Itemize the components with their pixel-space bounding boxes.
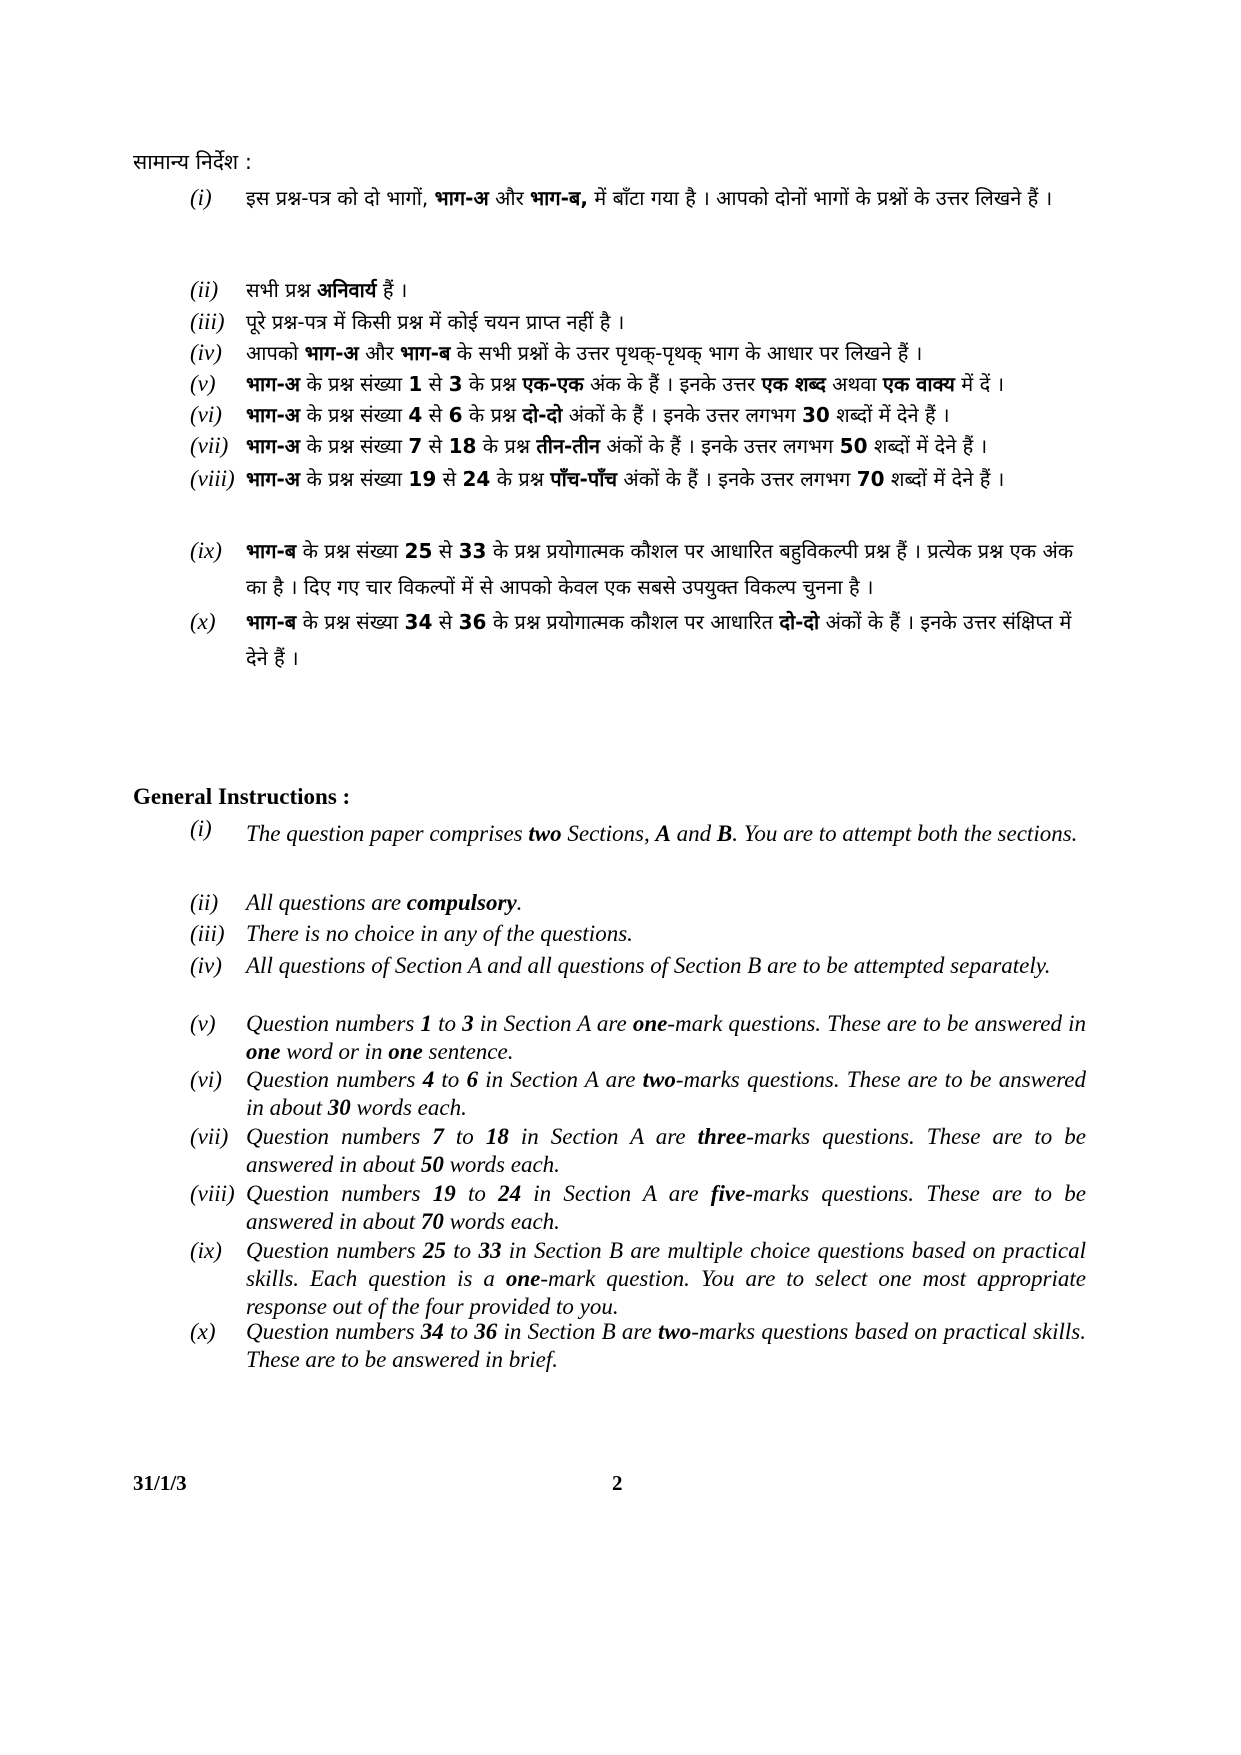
instruction-number: (ix): [190, 538, 222, 563]
text-run: के प्रश्न: [490, 467, 551, 491]
emphasis-text: एक वाक्य: [882, 372, 955, 396]
text-run: The question paper comprises: [246, 821, 529, 846]
instruction-text: [246, 272, 1086, 308]
emphasis-text: one: [246, 1039, 281, 1064]
text-run: words each.: [350, 1095, 467, 1120]
text-run: to: [443, 1319, 475, 1344]
text-run: Question numbers: [246, 1181, 433, 1206]
emphasis-text: 70: [856, 467, 885, 491]
emphasis-text: one: [388, 1039, 423, 1064]
emphasis-text: 36: [458, 610, 487, 634]
emphasis-text: भाग-अ: [246, 467, 301, 491]
instruction-text: [246, 428, 1086, 464]
instruction-number: (x): [190, 609, 216, 634]
text-run: अथवा: [825, 372, 883, 396]
text-run: in Section B are multiple choice questions based on practical skills. Each question is a: [246, 1238, 1086, 1291]
text-run: in Section A are: [521, 1181, 711, 1206]
text-run: in Section A are: [478, 1067, 643, 1092]
text-run: अंकों के हैं । इनके उत्तर लगभग: [600, 434, 840, 458]
emphasis-text: one: [632, 1011, 668, 1036]
text-run: के प्रश्न संख्या: [300, 467, 409, 491]
text-run: Sections,: [561, 821, 656, 846]
instruction-number: (iii): [190, 309, 225, 334]
emphasis-text: 70: [420, 1209, 444, 1234]
english-instructions-heading: General Instructions :: [133, 784, 351, 809]
text-run: Question numbers: [246, 1067, 423, 1092]
text-run: -marks questions based on practical skills. These are to be answered in brief.: [246, 1319, 1086, 1372]
text-run: . You are to attempt both the sections.: [732, 821, 1078, 846]
instruction-number: (ii): [190, 890, 219, 915]
instruction-text: [246, 1123, 1086, 1179]
text-run: to: [455, 1181, 499, 1206]
instruction-number: (vii): [190, 433, 229, 458]
emphasis-text: 19: [432, 1181, 456, 1206]
instruction-number: (vii): [190, 1124, 229, 1149]
emphasis-text: भाग-अ: [434, 186, 489, 210]
text-run: के प्रश्न प्रयोगात्मक कौशल पर आधारित: [486, 610, 780, 634]
text-run: in Section A are: [508, 1124, 698, 1149]
text-run: के प्रश्न: [476, 434, 537, 458]
instruction-number: (iv): [190, 953, 222, 978]
text-run: पूरे प्रश्न-पत्र में किसी प्रश्न में कोई चयन प्राप्त नहीं है ।: [246, 310, 625, 334]
text-run: to: [443, 1124, 486, 1149]
instruction-number: (vi): [190, 402, 222, 427]
text-run: -mark question. You are to select one most appropriate response out of the four provided to you.: [246, 1266, 1086, 1319]
text-run: के प्रश्न: [462, 372, 523, 396]
emphasis-text: two: [642, 1067, 676, 1092]
text-run: से: [436, 467, 463, 491]
emphasis-text: 34: [404, 610, 433, 634]
text-run: All questions are: [246, 890, 407, 915]
text-run: में बाँटा गया है । आपको दोनों भागों के प्रश्नों के उत्तर लिखने हैं ।: [587, 186, 1053, 210]
emphasis-text: अनिवार्य: [317, 278, 377, 302]
text-run: के प्रश्न संख्या: [300, 372, 409, 396]
text-run: -marks questions. These are to be answered in about: [246, 1067, 1086, 1120]
emphasis-text: 25: [422, 1238, 446, 1263]
instruction-number: (i): [190, 816, 212, 841]
text-run: अंकों के हैं । इनके उत्तर लगभग: [617, 467, 857, 491]
text-run: अंकों के हैं । इनके उत्तर लगभग: [562, 403, 802, 427]
text-run: Question numbers: [246, 1011, 421, 1036]
text-run: के प्रश्न संख्या: [296, 539, 405, 563]
emphasis-text: 18: [485, 1124, 509, 1149]
emphasis-text: A: [655, 821, 671, 846]
text-run: के प्रश्न प्रयोगात्मक कौशल पर आधारित बहुविकल्पी प्रश्न हैं । प्रत्येक प्रश्न एक अंक का है । दिए गए चार विकल्पों में से आपको केवल एक सबसे उपयुक्त विकल्प चुनना है ।: [246, 539, 1074, 599]
emphasis-text: 30: [801, 403, 830, 427]
text-run: to: [445, 1238, 479, 1263]
text-run: words each.: [443, 1152, 560, 1177]
instruction-text: [246, 1318, 1086, 1374]
emphasis-text: 4: [408, 403, 423, 427]
emphasis-text: तीन-तीन: [536, 434, 601, 458]
instruction-number: (viii): [190, 466, 235, 491]
emphasis-text: 1: [408, 372, 423, 396]
text-run: से: [422, 434, 449, 458]
text-run: sentence.: [422, 1039, 514, 1064]
text-run: words each.: [443, 1209, 560, 1234]
instruction-text: [246, 461, 1086, 497]
emphasis-text: एक-एक: [522, 372, 584, 396]
emphasis-text: 33: [458, 539, 487, 563]
emphasis-text: भाग-अ: [304, 341, 359, 365]
emphasis-text: 33: [478, 1238, 502, 1263]
emphasis-text: 50: [839, 434, 868, 458]
instruction-number: (vi): [190, 1067, 222, 1092]
emphasis-text: 34: [420, 1319, 444, 1344]
text-run: और: [358, 341, 401, 365]
instruction-number: (iv): [190, 340, 222, 365]
emphasis-text: two: [657, 1319, 692, 1344]
text-run: इस प्रश्न-पत्र को दो भागों,: [246, 186, 435, 210]
emphasis-text: 3: [462, 1011, 474, 1036]
text-run: -mark questions. These are to be answered in: [667, 1011, 1086, 1036]
text-run: to: [432, 1011, 463, 1036]
emphasis-text: one: [505, 1266, 541, 1291]
emphasis-text: 3: [448, 372, 463, 396]
text-run: के सभी प्रश्नों के उत्तर पृथक्-पृथक् भाग के आधार पर लिखने हैं ।: [450, 341, 923, 365]
instruction-number: (viii): [190, 1181, 235, 1206]
text-run: से: [422, 372, 449, 396]
instruction-text: [246, 952, 1086, 980]
text-run: All questions of Section A and all questions of Section B are to be attempted separately.: [246, 953, 1051, 978]
emphasis-text: 50: [420, 1152, 444, 1177]
hindi-instructions-heading: सामान्य निर्देश :: [133, 150, 252, 174]
emphasis-text: 24: [462, 467, 491, 491]
emphasis-text: 24: [498, 1181, 522, 1206]
text-run: -marks questions. These are to be answered in about: [246, 1124, 1086, 1177]
text-run: से: [422, 403, 449, 427]
text-run: to: [434, 1067, 467, 1092]
instruction-number: (x): [190, 1319, 216, 1344]
text-run: के प्रश्न संख्या: [300, 403, 409, 427]
text-run: in Section A are: [473, 1011, 633, 1036]
emphasis-text: five: [710, 1181, 746, 1206]
emphasis-text: 7: [432, 1124, 444, 1149]
instruction-text: [246, 1010, 1086, 1066]
instruction-number: (v): [190, 371, 216, 396]
text-run: के प्रश्न संख्या: [296, 610, 405, 634]
instruction-text: [246, 1066, 1086, 1122]
instruction-text: [246, 180, 1086, 216]
text-run: से: [432, 610, 459, 634]
paper-code: 31/1/3: [133, 1471, 187, 1495]
instruction-number: (iii): [190, 921, 225, 946]
emphasis-text: एक शब्द: [761, 372, 826, 396]
instruction-number: (i): [190, 185, 212, 210]
emphasis-text: भाग-ब: [246, 539, 297, 563]
text-run: शब्दों में देने हैं ।: [829, 403, 950, 427]
page-number: 2: [612, 1471, 623, 1495]
text-run: Question numbers: [246, 1238, 423, 1263]
emphasis-text: भाग-अ: [246, 372, 301, 396]
emphasis-text: 36: [474, 1319, 498, 1344]
text-run: -marks questions. These are to be answered in about: [246, 1181, 1086, 1234]
instruction-text: [246, 920, 1086, 948]
instruction-text: [246, 1180, 1086, 1236]
emphasis-text: 6: [466, 1067, 478, 1092]
emphasis-text: 30: [327, 1095, 351, 1120]
emphasis-text: भाग-ब: [400, 341, 451, 365]
emphasis-text: भाग-ब: [246, 610, 297, 634]
emphasis-text: 4: [422, 1067, 435, 1092]
text-run: .: [516, 890, 523, 915]
emphasis-text: दो-दो: [779, 610, 820, 634]
instruction-number: (ix): [190, 1238, 222, 1263]
text-run: अंकों के हैं । इनके उत्तर संक्षिप्त में देने हैं ।: [246, 610, 1072, 670]
instruction-number: (v): [190, 1011, 216, 1036]
text-run: Question numbers: [246, 1319, 421, 1344]
emphasis-text: 6: [448, 403, 463, 427]
text-run: सभी प्रश्न: [246, 278, 317, 302]
text-run: हैं ।: [376, 278, 408, 302]
text-run: अंक के हैं । इनके उत्तर: [583, 372, 762, 396]
instruction-text: [246, 604, 1086, 676]
emphasis-text: 7: [408, 434, 423, 458]
instruction-text: [246, 533, 1086, 605]
text-run: में दें ।: [954, 372, 1005, 396]
emphasis-text: 19: [408, 467, 437, 491]
instruction-text: [246, 815, 1086, 852]
text-run: आपको: [246, 341, 305, 365]
text-run: शब्दों में देने हैं ।: [867, 434, 988, 458]
emphasis-text: B: [716, 821, 733, 846]
emphasis-text: compulsory: [406, 890, 517, 915]
text-run: के प्रश्न: [462, 403, 523, 427]
text-run: in Section B are: [497, 1319, 658, 1344]
instruction-number: (ii): [190, 277, 219, 302]
text-run: से: [432, 539, 459, 563]
text-run: word or in: [280, 1039, 389, 1064]
emphasis-text: 1: [420, 1011, 433, 1036]
emphasis-text: 18: [448, 434, 477, 458]
text-run: और: [488, 186, 531, 210]
emphasis-text: two: [528, 821, 562, 846]
emphasis-text: पाँच-पाँच: [550, 467, 618, 491]
emphasis-text: three: [697, 1124, 747, 1149]
text-run: Question numbers: [246, 1124, 433, 1149]
emphasis-text: 25: [404, 539, 433, 563]
emphasis-text: भाग-अ: [246, 434, 301, 458]
emphasis-text: भाग-अ: [246, 403, 301, 427]
emphasis-text: दो-दो: [522, 403, 563, 427]
instruction-text: [246, 1237, 1086, 1321]
text-run: and: [670, 821, 717, 846]
text-run: शब्दों में देने हैं ।: [884, 467, 1005, 491]
text-run: के प्रश्न संख्या: [300, 434, 409, 458]
text-run: There is no choice in any of the questions.: [246, 921, 633, 946]
emphasis-text: भाग-ब,: [530, 186, 588, 210]
instruction-text: [246, 889, 1086, 917]
